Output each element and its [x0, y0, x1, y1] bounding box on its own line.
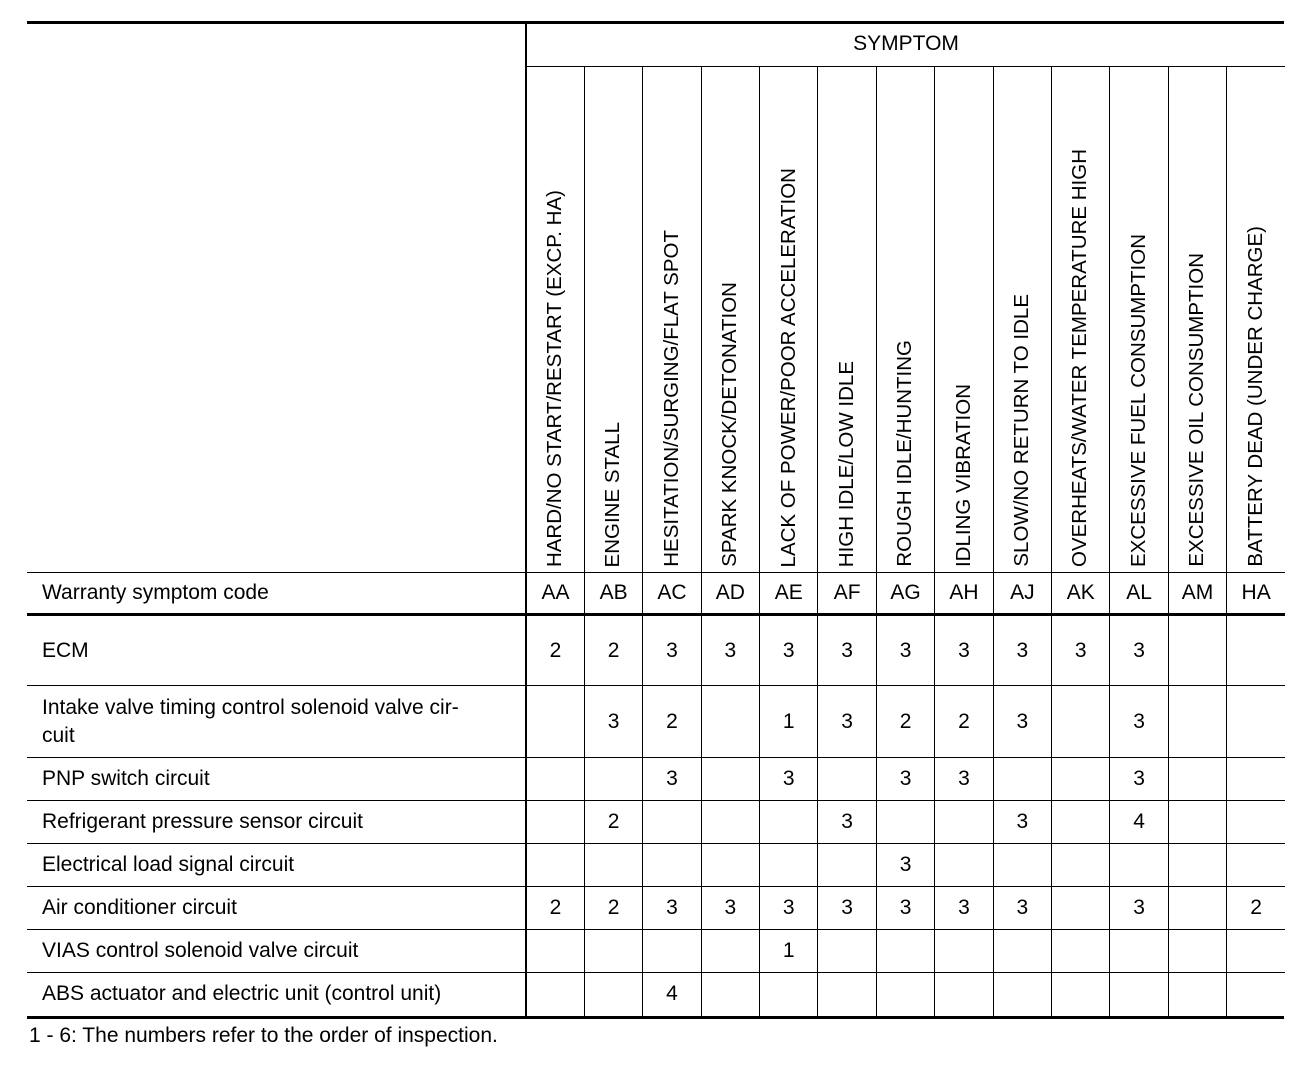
component-row	[27, 930, 1285, 973]
inspection-order-cell	[584, 973, 642, 1016]
warranty-code-cell: AC	[643, 573, 701, 615]
inspection-order-cell	[1052, 801, 1110, 844]
inspection-order-cell: 3	[1110, 686, 1168, 758]
inspection-order-cell: 2	[584, 615, 642, 686]
inspection-order-cell	[993, 844, 1051, 887]
symptom-column-header	[1052, 67, 1110, 573]
header-blank-cell	[27, 22, 526, 573]
inspection-order-cell	[1168, 801, 1226, 844]
warranty-code-cell: AE	[760, 573, 818, 615]
inspection-order-cell	[1227, 973, 1285, 1016]
inspection-order-cell	[526, 758, 584, 801]
component-row	[27, 801, 1285, 844]
symptom-name: HARD/NO START/RESTART (EXCP. HA)	[543, 189, 567, 567]
warranty-code-cell: AD	[701, 573, 759, 615]
component-label: ABS actuator and electric unit (control unit)	[27, 973, 526, 1016]
inspection-order-cell	[701, 801, 759, 844]
symptom-name: ENGINE STALL	[601, 421, 625, 567]
inspection-order-cell: 2	[876, 686, 934, 758]
component-row	[27, 686, 1285, 758]
inspection-order-cell: 3	[818, 887, 876, 930]
warranty-code-cell: AA	[526, 573, 584, 615]
inspection-order-cell	[1168, 686, 1226, 758]
inspection-order-cell	[701, 930, 759, 973]
inspection-order-cell: 3	[1052, 615, 1110, 686]
inspection-order-cell: 3	[1110, 615, 1168, 686]
symptom-column-header	[1168, 67, 1226, 573]
inspection-order-cell: 3	[584, 686, 642, 758]
warranty-code-cell: AF	[818, 573, 876, 615]
inspection-order-cell: 4	[643, 973, 701, 1016]
inspection-order-cell	[993, 973, 1051, 1016]
inspection-order-cell: 3	[1110, 887, 1168, 930]
component-label: Air conditioner circuit	[27, 887, 526, 930]
symptom-column-header	[701, 67, 759, 573]
inspection-order-cell	[876, 801, 934, 844]
inspection-order-cell	[1168, 930, 1226, 973]
symptom-column-header	[1227, 67, 1285, 573]
inspection-order-cell: 3	[935, 758, 993, 801]
inspection-order-cell	[526, 686, 584, 758]
symptom-column-header	[584, 67, 642, 573]
inspection-order-cell: 3	[643, 758, 701, 801]
inspection-order-cell	[876, 930, 934, 973]
component-label: Electrical load signal circuit	[27, 844, 526, 887]
inspection-order-cell: 3	[935, 615, 993, 686]
inspection-order-cell	[643, 930, 701, 973]
inspection-order-cell	[760, 801, 818, 844]
inspection-order-cell	[935, 930, 993, 973]
inspection-order-cell	[701, 973, 759, 1016]
inspection-order-cell	[1052, 844, 1110, 887]
inspection-order-cell	[1227, 801, 1285, 844]
inspection-order-cell	[935, 801, 993, 844]
inspection-order-cell	[993, 930, 1051, 973]
inspection-order-cell	[526, 973, 584, 1016]
warranty-code-cell: AM	[1168, 573, 1226, 615]
inspection-order-cell: 3	[643, 887, 701, 930]
inspection-order-cell	[1052, 887, 1110, 930]
inspection-order-cell	[526, 801, 584, 844]
inspection-order-cell: 2	[1227, 887, 1285, 930]
inspection-order-cell	[526, 930, 584, 973]
inspection-order-cell: 3	[935, 887, 993, 930]
inspection-order-cell: 3	[876, 758, 934, 801]
inspection-order-cell	[526, 844, 584, 887]
symptom-column-header	[760, 67, 818, 573]
bottom-rule	[27, 1016, 1284, 1019]
inspection-order-cell	[584, 758, 642, 801]
inspection-order-cell	[1227, 758, 1285, 801]
symptom-group-header-row	[27, 22, 1285, 67]
inspection-order-cell	[1168, 887, 1226, 930]
warranty-code-label: Warranty symptom code	[27, 573, 526, 615]
inspection-order-cell: 2	[526, 887, 584, 930]
inspection-order-cell	[1227, 844, 1285, 887]
symptom-column-header	[935, 67, 993, 573]
component-label: PNP switch circuit	[27, 758, 526, 801]
symptom-group-label: SYMPTOM	[526, 22, 1285, 67]
warranty-code-cell: AH	[935, 573, 993, 615]
component-label: Intake valve timing control solenoid valve cir- cuit	[27, 686, 526, 758]
warranty-code-cell: AG	[876, 573, 934, 615]
warranty-code-row	[27, 573, 1285, 615]
inspection-order-cell: 3	[760, 758, 818, 801]
inspection-order-cell	[935, 844, 993, 887]
component-row	[27, 758, 1285, 801]
inspection-order-cell: 3	[993, 615, 1051, 686]
component-label: ECM	[27, 615, 526, 686]
component-row	[27, 973, 1285, 1016]
symptom-column-header	[876, 67, 934, 573]
inspection-order-cell	[818, 844, 876, 887]
inspection-order-cell	[935, 973, 993, 1016]
inspection-order-cell: 2	[584, 801, 642, 844]
component-row	[27, 887, 1285, 930]
inspection-order-cell	[701, 758, 759, 801]
symptom-name: LACK OF POWER/POOR ACCELERATION	[776, 167, 800, 567]
inspection-order-cell: 3	[701, 615, 759, 686]
inspection-order-cell	[818, 973, 876, 1016]
symptom-matrix-table	[27, 22, 1285, 1016]
inspection-order-cell	[701, 844, 759, 887]
warranty-code-cell: AB	[584, 573, 642, 615]
warranty-code-cell: AK	[1052, 573, 1110, 615]
inspection-order-cell: 1	[760, 686, 818, 758]
inspection-order-cell	[1052, 758, 1110, 801]
inspection-order-cell: 3	[760, 615, 818, 686]
inspection-order-cell: 3	[876, 844, 934, 887]
symptom-name: BATTERY DEAD (UNDER CHARGE)	[1243, 226, 1267, 567]
inspection-order-cell	[584, 930, 642, 973]
symptom-name: HIGH IDLE/LOW IDLE	[834, 360, 858, 567]
inspection-order-cell: 3	[876, 887, 934, 930]
inspection-order-cell: 2	[643, 686, 701, 758]
inspection-order-cell: 3	[760, 887, 818, 930]
symptom-column-header	[1110, 67, 1168, 573]
inspection-order-cell: 3	[876, 615, 934, 686]
symptom-name: SPARK KNOCK/DETONATION	[718, 282, 742, 567]
inspection-order-cell	[760, 844, 818, 887]
inspection-order-cell: 3	[818, 801, 876, 844]
inspection-order-cell	[1052, 686, 1110, 758]
inspection-order-cell	[1052, 973, 1110, 1016]
symptom-name: HESITATION/SURGING/FLAT SPOT	[659, 230, 683, 567]
symptom-name: OVERHEATS/WATER TEMPERATURE HIGH	[1068, 148, 1092, 567]
inspection-order-cell	[643, 801, 701, 844]
inspection-order-cell	[818, 758, 876, 801]
inspection-order-cell	[1110, 844, 1168, 887]
inspection-order-cell	[1110, 973, 1168, 1016]
inspection-order-cell: 3	[993, 801, 1051, 844]
inspection-order-cell: 3	[818, 615, 876, 686]
inspection-order-cell: 3	[1110, 758, 1168, 801]
symptom-column-header	[993, 67, 1051, 573]
inspection-order-cell: 3	[993, 686, 1051, 758]
component-label: VIAS control solenoid valve circuit	[27, 930, 526, 973]
inspection-order-cell: 3	[701, 887, 759, 930]
inspection-order-cell	[1227, 930, 1285, 973]
inspection-order-cell	[1052, 930, 1110, 973]
warranty-code-cell: HA	[1227, 573, 1285, 615]
inspection-order-cell: 3	[818, 686, 876, 758]
symptom-column-header	[526, 67, 584, 573]
inspection-order-cell	[1227, 686, 1285, 758]
warranty-code-cell: AJ	[993, 573, 1051, 615]
warranty-code-cell: AL	[1110, 573, 1168, 615]
inspection-order-cell	[584, 844, 642, 887]
inspection-order-cell: 3	[993, 887, 1051, 930]
inspection-order-cell	[993, 758, 1051, 801]
inspection-order-cell: 4	[1110, 801, 1168, 844]
symptom-column-header	[643, 67, 701, 573]
inspection-order-cell	[643, 844, 701, 887]
inspection-order-cell	[701, 686, 759, 758]
symptom-name: SLOW/NO RETURN TO IDLE	[1010, 294, 1034, 567]
inspection-order-cell: 2	[526, 615, 584, 686]
inspection-order-cell	[876, 973, 934, 1016]
inspection-order-cell	[760, 973, 818, 1016]
symptom-name: EXCESSIVE OIL CONSUMPTION	[1185, 253, 1209, 567]
component-row	[27, 844, 1285, 887]
inspection-order-cell	[1110, 930, 1168, 973]
inspection-order-cell	[1168, 615, 1226, 686]
symptom-name: EXCESSIVE FUEL CONSUMPTION	[1126, 234, 1150, 567]
inspection-order-cell	[1168, 758, 1226, 801]
inspection-order-cell	[1168, 844, 1226, 887]
inspection-order-cell: 1	[760, 930, 818, 973]
symptom-column-header	[818, 67, 876, 573]
symptom-name: IDLING VIBRATION	[951, 383, 975, 567]
inspection-order-cell	[1168, 973, 1226, 1016]
component-row	[27, 615, 1285, 686]
inspection-order-cell: 3	[643, 615, 701, 686]
component-label: Refrigerant pressure sensor circuit	[27, 801, 526, 844]
inspection-order-cell	[818, 930, 876, 973]
inspection-order-cell: 2	[935, 686, 993, 758]
inspection-order-cell	[1227, 615, 1285, 686]
inspection-order-cell: 2	[584, 887, 642, 930]
footnote: 1 - 6: The numbers refer to the order of inspection.	[29, 1024, 498, 1047]
symptom-name: ROUGH IDLE/HUNTING	[893, 340, 917, 567]
